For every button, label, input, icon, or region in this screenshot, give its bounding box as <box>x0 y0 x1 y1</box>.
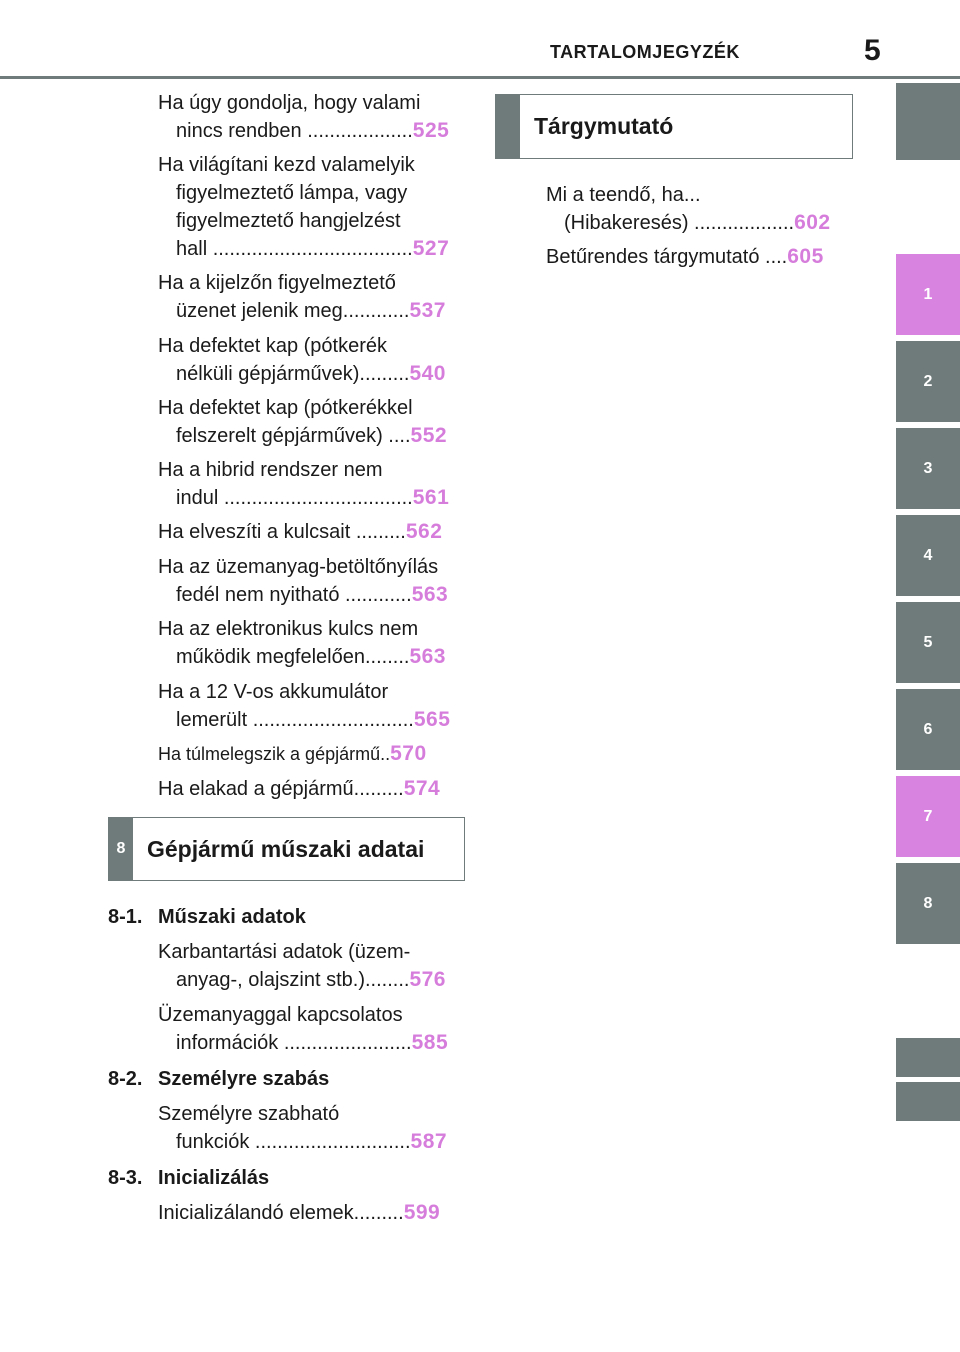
side-tab-7[interactable]: 7 <box>896 776 960 857</box>
page-link[interactable]: 563 <box>411 583 449 606</box>
toc-entry[interactable]: Ha az elektronikus kulcs nem működik megfelelően........563 <box>158 618 446 668</box>
toc-entry[interactable]: Üzemanyaggal kapcsolatos információk .......................585 <box>158 1004 449 1054</box>
section-number: 8 <box>109 818 133 880</box>
toc-entry[interactable]: Ha a hibrid rendszer nem indul ..................................561 <box>158 459 450 509</box>
page-link[interactable]: 552 <box>410 424 448 447</box>
page-link[interactable]: 563 <box>409 645 446 668</box>
page-link[interactable]: 561 <box>412 486 450 509</box>
toc-entry[interactable]: Ha elakad a gépjármű.........574 <box>158 777 441 800</box>
page-number: 5 <box>864 34 881 67</box>
page-link[interactable]: 565 <box>413 708 451 731</box>
page-link[interactable]: 570 <box>390 742 427 765</box>
side-tab-1[interactable]: 1 <box>896 254 960 335</box>
running-header-title: TARTALOMJEGYZÉK <box>550 42 740 62</box>
side-tab-2[interactable]: 2 <box>896 341 960 422</box>
toc-entry[interactable]: Ha úgy gondolja, hogy valami nincs rendben ...................525 <box>158 92 450 142</box>
toc-entry[interactable]: Mi a teendő, ha... (Hibakeresés) ..................602 <box>546 184 831 234</box>
page-link[interactable]: 587 <box>410 1130 448 1153</box>
toc-entry[interactable]: Ha a kijelzőn figyelmeztető üzenet jelenik meg............537 <box>158 272 446 322</box>
page-link[interactable]: 537 <box>409 299 446 322</box>
subsection-heading: 8-2. Személyre szabás <box>108 1068 330 1090</box>
section-title: Tárgymutató <box>534 113 674 139</box>
side-tab-blank-top[interactable] <box>896 83 960 160</box>
index-section-header <box>495 94 853 159</box>
side-tab-5[interactable]: 5 <box>896 602 960 683</box>
page-link[interactable]: 527 <box>412 237 450 260</box>
page-link[interactable]: 585 <box>411 1031 449 1054</box>
side-tab-4[interactable]: 4 <box>896 515 960 596</box>
section-8-header <box>108 817 465 881</box>
side-tab-3[interactable]: 3 <box>896 428 960 509</box>
page-link[interactable]: 540 <box>409 362 446 385</box>
toc-entry[interactable]: Ha világítani kezd valamelyik figyelmeztető lámpa, vagy figyelmeztető hangjelzést hall ....................................527 <box>158 154 450 260</box>
toc-entry[interactable]: Ha defektet kap (pótkerékkel felszerelt gépjárművek) ....552 <box>158 397 448 447</box>
page-link[interactable]: 574 <box>403 777 441 800</box>
page-link[interactable]: 562 <box>405 520 443 543</box>
toc-entry[interactable]: Ha túlmelegszik a gépjármű..570 <box>158 742 427 765</box>
side-tab-blank-b[interactable] <box>896 1082 960 1121</box>
section-title: Gépjármű műszaki adatai <box>147 835 425 862</box>
side-tab-8[interactable]: 8 <box>896 863 960 944</box>
page-link[interactable]: 599 <box>403 1201 441 1224</box>
subsection-heading: 8-3. Inicializálás <box>108 1167 270 1189</box>
side-tab-6[interactable]: 6 <box>896 689 960 770</box>
toc-entry[interactable]: Inicializálandó elemek.........599 <box>158 1201 441 1224</box>
toc-entry[interactable]: Karbantartási adatok (üzem- anyag-, olajszint stb.)........576 <box>158 941 446 991</box>
page-link[interactable]: 605 <box>787 245 824 268</box>
toc-entry[interactable]: Ha a 12 V-os akkumulátor lemerült .............................565 <box>158 681 451 731</box>
subsection-heading: 8-1. Műszaki adatok <box>108 906 306 928</box>
side-tab-blank-a[interactable] <box>896 1038 960 1077</box>
toc-entry[interactable]: Ha az üzemanyag-betöltőnyílás fedél nem nyitható ............563 <box>158 556 449 606</box>
toc-entry[interactable]: Személyre szabható funkciók ............................587 <box>158 1103 448 1153</box>
page-link[interactable]: 576 <box>409 968 446 991</box>
page-link[interactable]: 525 <box>412 119 450 142</box>
header-rule <box>0 76 960 79</box>
toc-entry[interactable]: Ha defektet kap (pótkerék nélküli gépjárművek).........540 <box>158 335 446 385</box>
toc-entry[interactable]: Ha elveszíti a kulcsait .........562 <box>158 520 443 543</box>
toc-entry[interactable]: Betűrendes tárgymutató ....605 <box>546 245 824 268</box>
page-link[interactable]: 602 <box>794 211 831 234</box>
